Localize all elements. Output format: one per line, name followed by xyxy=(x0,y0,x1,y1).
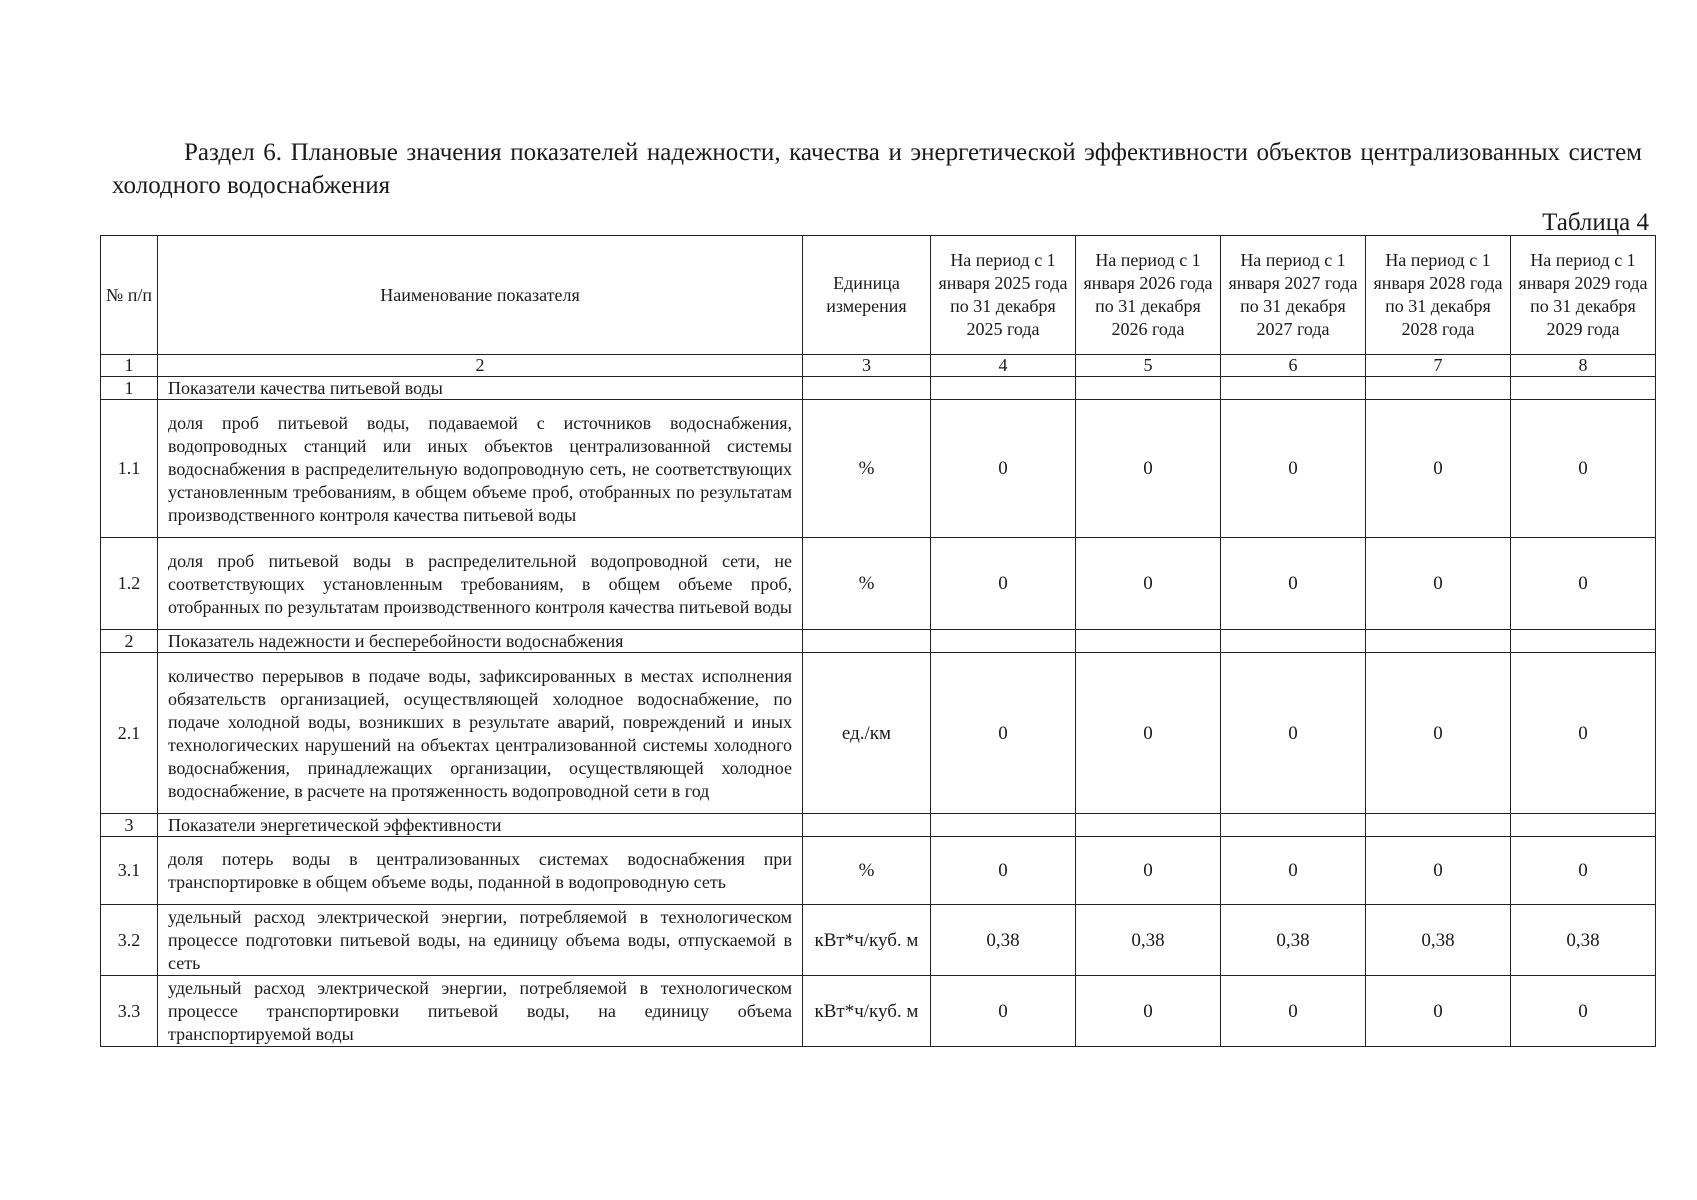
header-period-2029: На период с 1 января 2029 года по 31 декабря 2029 года xyxy=(1511,236,1656,355)
header-period-2027: На период с 1 января 2027 года по 31 декабря 2027 года xyxy=(1221,236,1366,355)
column-number: 6 xyxy=(1221,355,1366,377)
row-value: 0 xyxy=(1366,400,1511,538)
table-row xyxy=(101,837,1656,905)
table-row xyxy=(101,653,1656,814)
header-period-2028: На период с 1 января 2028 года по 31 декабря 2028 года xyxy=(1366,236,1511,355)
section-heading xyxy=(112,136,1642,202)
section-heading-text: Раздел 6. Плановые значения показателей надежности, качества и энергетической эффективности объектов централизованных систем холодного водоснабжения xyxy=(112,139,1642,199)
header-num: № п/п xyxy=(101,236,158,355)
row-value: 0 xyxy=(1366,976,1511,1047)
row-name: удельный расход электрической энергии, потребляемой в технологическом процессе транспортировки питьевой воды, на единицу объема транспортируемой воды xyxy=(158,976,803,1047)
row-value: 0 xyxy=(931,976,1076,1047)
row-value: 0 xyxy=(1221,837,1366,905)
row-value: 0 xyxy=(1221,538,1366,630)
row-num: 2.1 xyxy=(101,653,158,814)
table-row xyxy=(101,538,1656,630)
row-value: 0 xyxy=(931,538,1076,630)
row-value: 0 xyxy=(1511,400,1656,538)
row-value: 0 xyxy=(1221,400,1366,538)
section-row xyxy=(101,814,1656,837)
row-unit: % xyxy=(803,400,931,538)
header-name: Наименование показателя xyxy=(158,236,803,355)
row-value: 0 xyxy=(1221,653,1366,814)
row-unit: % xyxy=(803,837,931,905)
row-unit: ед./км xyxy=(803,653,931,814)
header-unit: Единица измерения xyxy=(803,236,931,355)
column-number: 5 xyxy=(1076,355,1221,377)
row-value: 0 xyxy=(931,400,1076,538)
row-value: 0,38 xyxy=(1076,905,1221,976)
row-value: 0,38 xyxy=(1221,905,1366,976)
row-num: 3.1 xyxy=(101,837,158,905)
header-row xyxy=(101,236,1656,355)
row-value: 0 xyxy=(931,837,1076,905)
section-title: Показатели качества питьевой воды xyxy=(158,377,803,400)
row-unit: кВт*ч/куб. м xyxy=(803,976,931,1047)
row-value: 0 xyxy=(1076,837,1221,905)
row-value: 0 xyxy=(1511,976,1656,1047)
row-name: удельный расход электрической энергии, потребляемой в технологическом процессе подготовки питьевой воды, на единицу объема воды, отпускаемой в сеть xyxy=(158,905,803,976)
row-value: 0 xyxy=(1511,837,1656,905)
row-value: 0 xyxy=(1221,976,1366,1047)
row-num: 3.2 xyxy=(101,905,158,976)
row-value: 0,38 xyxy=(1366,905,1511,976)
section-num: 1 xyxy=(101,377,158,400)
row-name: количество перерывов в подаче воды, зафиксированных в местах исполнения обязательств организацией, осуществляющей холодное водоснабжение, по подаче холодной воды, возникших в результате аварий, повреждений и иных технологических нарушений на объектах централизованной системы холодного водоснабжения, принадлежащих организации, осуществляющей холодное водоснабжение, в расчете на протяженность водопроводной сети в год xyxy=(158,653,803,814)
row-value: 0 xyxy=(1366,653,1511,814)
header-period-2025: На период с 1 января 2025 года по 31 декабря 2025 года xyxy=(931,236,1076,355)
row-value: 0 xyxy=(1366,837,1511,905)
column-number: 4 xyxy=(931,355,1076,377)
row-value: 0 xyxy=(1511,538,1656,630)
row-value: 0 xyxy=(1076,653,1221,814)
row-unit: кВт*ч/куб. м xyxy=(803,905,931,976)
row-name: доля проб питьевой воды в распределительной водопроводной сети, не соответствующих установленным требованиям, в общем объеме проб, отобранных по результатам производственного контроля качества питьевой воды xyxy=(158,538,803,630)
row-unit: % xyxy=(803,538,931,630)
row-value: 0 xyxy=(1511,653,1656,814)
row-name: доля потерь воды в централизованных системах водоснабжения при транспортировке в общем объеме воды, поданной в водопроводную сеть xyxy=(158,837,803,905)
section-num: 3 xyxy=(101,814,158,837)
table-row xyxy=(101,905,1656,976)
column-numbers-row xyxy=(101,355,1656,377)
table-row xyxy=(101,976,1656,1047)
row-value: 0 xyxy=(1076,400,1221,538)
column-number: 8 xyxy=(1511,355,1656,377)
row-num: 1.1 xyxy=(101,400,158,538)
column-number: 2 xyxy=(158,355,803,377)
section-title: Показатели энергетической эффективности xyxy=(158,814,803,837)
row-value: 0 xyxy=(1076,976,1221,1047)
row-value: 0 xyxy=(931,653,1076,814)
column-number: 7 xyxy=(1366,355,1511,377)
table-label: Таблица 4 xyxy=(1542,209,1649,236)
section-title: Показатель надежности и бесперебойности водоснабжения xyxy=(158,630,803,653)
column-number: 3 xyxy=(803,355,931,377)
section-row xyxy=(101,377,1656,400)
row-value: 0 xyxy=(1366,538,1511,630)
section-row xyxy=(101,630,1656,653)
section-num: 2 xyxy=(101,630,158,653)
indicators-table xyxy=(100,235,1656,1047)
row-value: 0,38 xyxy=(1511,905,1656,976)
row-num: 1.2 xyxy=(101,538,158,630)
column-number: 1 xyxy=(101,355,158,377)
row-name: доля проб питьевой воды, подаваемой с источников водоснабжения, водопроводных станций или иных объектов централизованной системы водоснабжения в распределительную водопроводную сеть, не соответствующих установленным требованиям, в общем объеме проб, отобранных по результатам производственного контроля качества питьевой воды xyxy=(158,400,803,538)
header-period-2026: На период с 1 января 2026 года по 31 декабря 2026 года xyxy=(1076,236,1221,355)
row-value: 0 xyxy=(1076,538,1221,630)
table-row xyxy=(101,400,1656,538)
row-num: 3.3 xyxy=(101,976,158,1047)
row-value: 0,38 xyxy=(931,905,1076,976)
